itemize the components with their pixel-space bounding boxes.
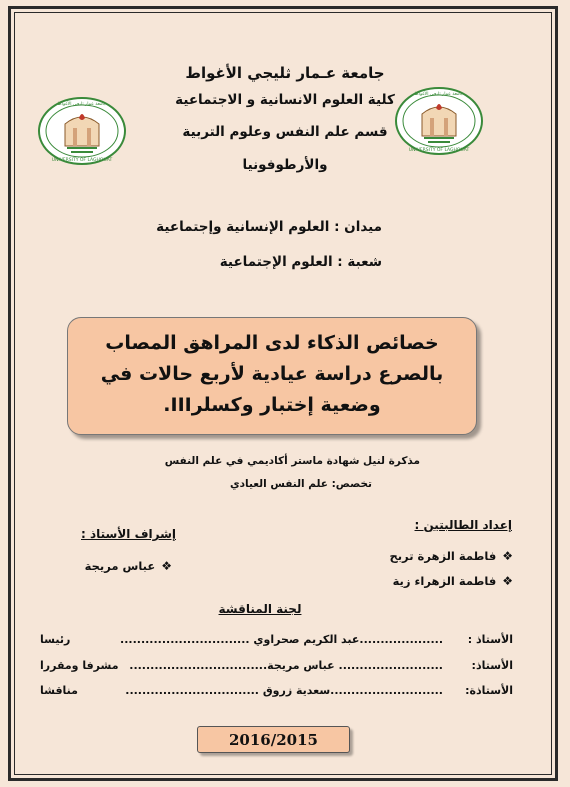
logo-bottom-text: UNIVERSITY OF LAGHOUAT [408, 148, 470, 153]
member-name: ...........................سعدية زروق ................................ [125, 684, 443, 697]
department-name-cont: والأرطوفونيا [242, 157, 328, 173]
memo-purpose: مذكرة لنيل شهادة ماستر أكاديمي في علم النفس [164, 455, 420, 467]
member-title: الأستاذ: [471, 659, 513, 672]
logo-bottom-text: UNIVERSITY OF LAGHOUAT [51, 158, 113, 163]
faculty-name: كلية العلوم الانسانية و الاجتماعية [175, 92, 395, 108]
title-line-2: بالصرع دراسة عيادية لأربع حالات في [100, 363, 444, 385]
committee-row [40, 659, 513, 677]
supervisor-heading: إشراف الأستاذ : [81, 527, 176, 541]
title-line-1: خصائص الذكاء لدى المراهق المصاب [105, 332, 439, 354]
member-role: مشرفا ومقررا [40, 659, 119, 672]
domain-line: ميدان : العلوم الإنسانية وإجتماعية [156, 219, 382, 235]
diamond-bullet-icon: ❖ [161, 559, 172, 573]
committee-heading: لجنة المناقشة [218, 602, 302, 616]
students-heading: إعداد الطالبتين : [414, 518, 512, 532]
member-role: رئيسا [40, 633, 71, 646]
university-name: جامعة عـمار ثليجي الأغواط [185, 64, 385, 82]
member-title: الأستاذ : [467, 633, 513, 646]
member-name: ......................... عباس مريجة................................. [129, 659, 443, 672]
diamond-bullet-icon: ❖ [502, 574, 513, 588]
student-item [389, 549, 513, 563]
student-name: فاطمة الزهرة تربح [389, 549, 497, 563]
academic-year-box: 2016/2015 [197, 726, 350, 753]
diamond-bullet-icon: ❖ [502, 549, 513, 563]
branch-line: شعبة : العلوم الإجتماعية [219, 254, 382, 270]
member-name: ....................عبد الكريم صحراوي ............................... [120, 633, 443, 646]
title-line-3: وضعية إختبار وكسلرIII. [163, 394, 381, 416]
specialty-line: تخصص: علم النفس العيادي [230, 478, 372, 490]
student-name: فاطمة الزهراء زية [392, 574, 497, 588]
member-role: مناقشا [40, 684, 78, 697]
thesis-title-box [67, 317, 477, 435]
member-title: الأستاذة: [465, 684, 513, 697]
supervisor-item [85, 559, 172, 573]
supervisor-name: عباس مريجة [84, 559, 156, 573]
committee-row [40, 684, 513, 702]
department-name: قسم علم النفس وعلوم التربية [182, 124, 388, 140]
student-item [393, 574, 513, 588]
logo-top-text: جامعة عمار ثليجي الأغواط [57, 102, 107, 107]
logo-top-text: جامعة عمار ثليجي الأغواط [414, 92, 464, 97]
committee-row [40, 633, 513, 651]
